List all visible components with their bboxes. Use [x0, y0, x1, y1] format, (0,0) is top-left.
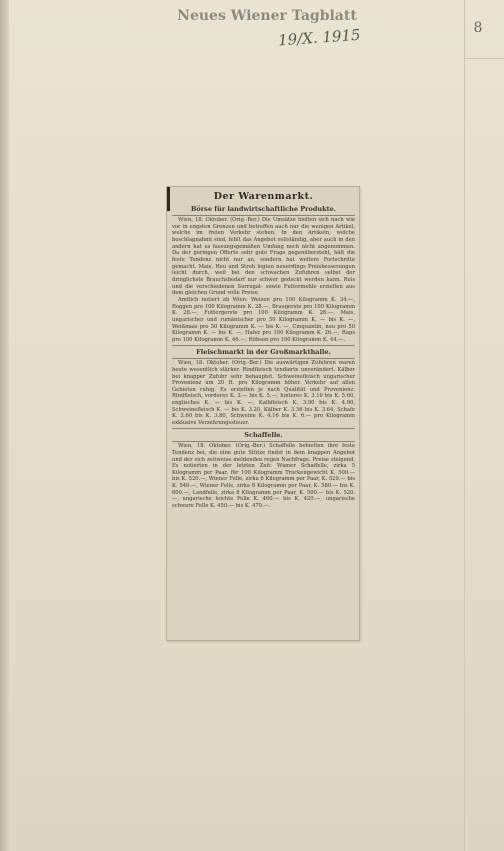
section-heading-schaffelle: Schaffelle.: [172, 428, 355, 442]
section-paragraph: Wien, 18. Oktober. (Orig.-Ber.) Schaffelle behielten ihre feste Tendenz bei, die eine gute Stütze findet in dem knappen Angebot und der sich zeitweise meldenden regen Nachfrage. Preise steigend. Es notierten in der letzten Zeit: Wiener Schaffelle, zirka 5 Kilogramm per Paar, für 100 Kilogramm Trockengewicht K. 500.— bis K. 520.—, Wiener Felle, zirka 6 Kilogramm per Paar, K. 520.— bis K. 540.—, Wiener Felle, zirka 8 Kilogramm per Paar, K. 580.— bis K. 600.—, Landfelle, zirka 8 Kilogramm per Paar, K. 500.— bis K. 520.—, ungarische leichte Felle K. 400.— bis K. 420.—, ungarische schwere Felle K. 450.— bis K. 470.—.: [172, 443, 355, 509]
sheet-left-edge: [0, 0, 9, 851]
section-paragraph: Wien, 18. Oktober. (Orig.-Ber.) Die auswärtigen Zufuhren waren heute wesentlich stärker. Rindfleisch tendierte unverändert. Kälber bei knapper Zufuhr sehr behauptet. Schweinefleisch ungarischer Provenienz um 20 H. pro Kilogramm höher. Verkehr auf allen Gebieten ruhig. Es erzielten je nach Qualität und Provenienz: Rindfleisch, vorderes K. 3.— bis K. 5.—, hinteres K. 3.10 bis K. 5.60, englisches K. — bis K. —, Kalbfleisch K. 3.90 bis K. 4.90, Schweinefleisch K. — bis K. 3.20, Kälber K. 3.36 bis K. 3.64, Schafe K. 2.60 bis K. 3.80, Schweine K. 4.16 bis K. 6.— pro Kilogramm exklusive Verzehrungssteuer.: [172, 360, 355, 426]
section-paragraph: Wien, 18. Oktober. (Orig.-Ber.) Die Umsätze hielten sich nach wie vor in engsten Grenzen und betreffen auch nur die wenigen Artikel, welche im freien Verkehr stehen. In den Artikeln, welche beschlagnahmt sind, fehlt das Angebot vollständig, aber auch in den andern hat es fassungsgemäßen Umfang noch nicht angenommen. Da der geringen Offerte sehr gute Frage gegenübersteht, hält die feste Tendenz nicht nur an, sondern hat weitere Fortschritte gemacht. Mais, Heu und Stroh legten neuerdings Preisbesserungen leicht durch, weil bei den schwachen Zufuhren selbst der dringlichste Brauchsbedarf nur schwer gedeckt werden kann. Reis und die verschiedenen Surrogat- sowie Futtermehle erzielten aus dem gleichen Grund volle Preise.: [172, 217, 355, 297]
newspaper-clipping: [166, 186, 360, 641]
section-heading-fleischmarkt: Fleischmarkt in der Großmarkthalle.: [172, 345, 355, 359]
article-title: Der Warenmarkt.: [213, 191, 314, 202]
clipping-edge-mark: [167, 187, 170, 211]
section-heading-boerse: Börse für landwirtschaftliche Produkte.: [172, 205, 355, 216]
margin-rule-vertical: [464, 0, 465, 851]
page-number: 8: [473, 20, 483, 36]
newspaper-masthead: Neues Wiener Tagblatt: [177, 8, 357, 24]
clipping-content: [172, 190, 355, 509]
section-paragraph: Amtlich notiert ab Wien: Weizen pro 100 Kilogramm K. 34.—, Roggen pro 100 Kilogramm K. 28.—, Braugerste pro 100 Kilogramm K. 28.—, Futtergerste pro 100 Kilogramm K. 26.—, Mais, ungarischer und rumänischer pro 50 Kilogramm K. — bis K. —, Weißmais pro 50 Kilogramm K. — bis K. —, Cinquantin, neu pro 50 Kilogramm K. — bis K. —, Hafer pro 100 Kilogramm K. 26.—, Raps pro 100 Kilogramm K. 46.—, Rübsen pro 100 Kilogramm K. 44.—.: [172, 296, 355, 343]
handwritten-date: 19/X. 1915: [277, 25, 362, 50]
margin-rule-horizontal: [464, 58, 504, 59]
